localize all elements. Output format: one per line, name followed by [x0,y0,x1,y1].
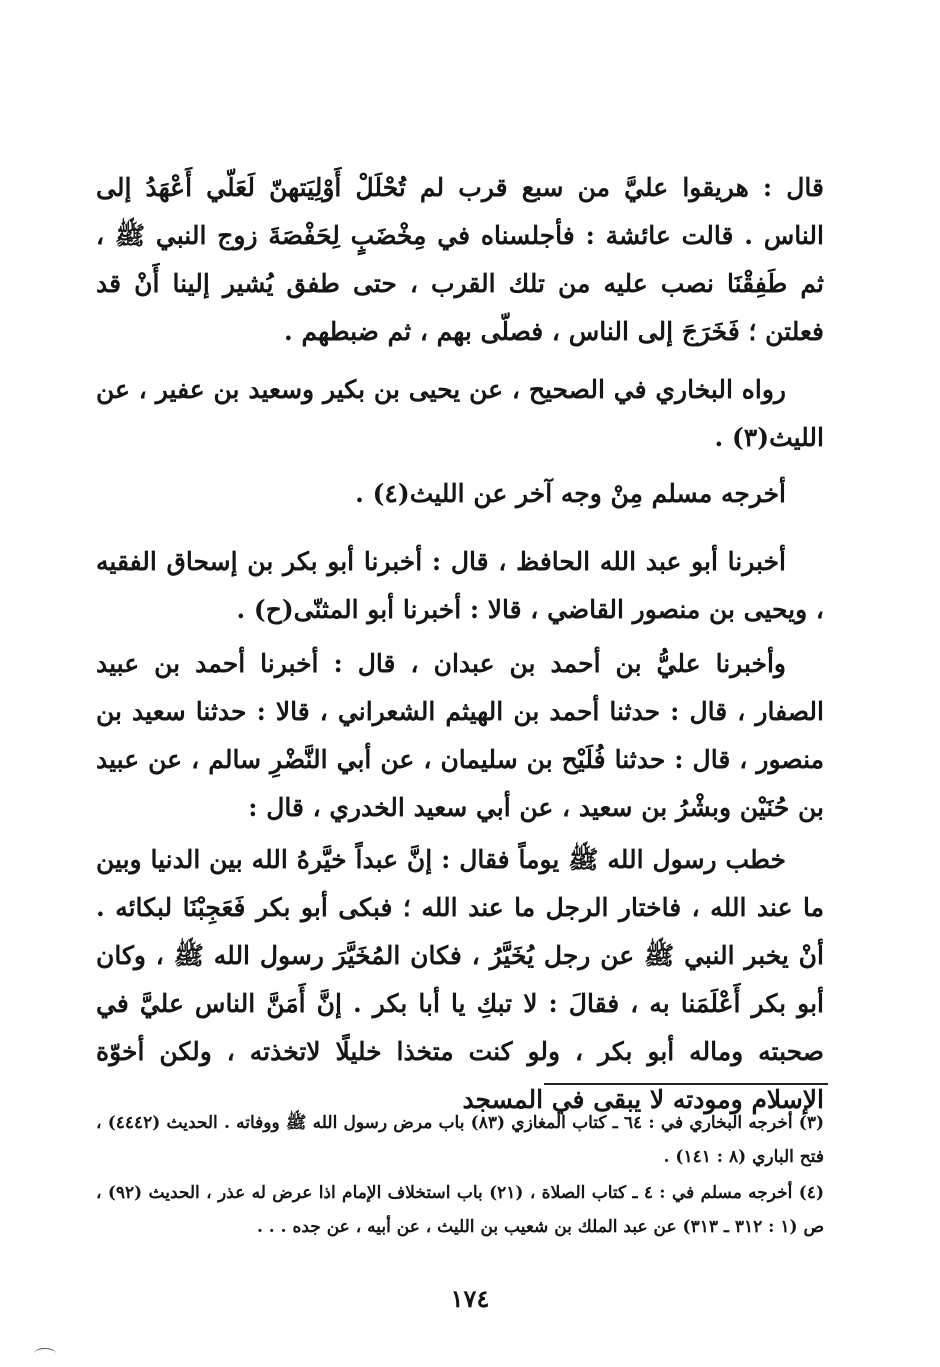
paragraph-text: وأخبرنا عليُّ بن أحمد بن عبدان ، قال : أخبرنا أحمد بن عبيد الصفار ، قال : حدثنا أحمد بن الهيثم الشعراني ، قالا : حدثنا سعيد بن منصور ، قال : حدثنا فُلَيْح بن سليمان ، عن أبي النَّضْرِ سالم ، عن عبيد بن حُنَيْن وبشْرُ بن سعيد ، عن أبي سعيد الخدري ، قال : [96,649,824,822]
paragraph-text: أخرجه مسلم مِنْ وجه آخر عن الليث(٤) . [355,479,786,508]
main-paragraph-3 [96,470,824,518]
footnote-4: (٤) أخرجه مسلم في : ٤ ـ كتاب الصلاة ، (٢١) باب استخلاف الإمام اذا عرض له عذر ، الحديث (٩٢) ، ص (١ : ٣١٢ ـ ٣١٣) عن عبد الملك بن شعيب بن الليث ، عن أبيه ، عن جده . . . [96,1183,824,1237]
paragraph-text: أخبرنا أبو عبد الله الحافظ ، قال : أخبرنا أبو بكر بن إسحاق الفقيه ، ويحيى بن منصور القاضي ، قالا : أخبرنا أبو المثنّى(ح) . [96,547,824,624]
main-paragraph-1 [96,164,824,356]
paragraph-text: رواه البخاري في الصحيح ، عن يحيى بن بكير وسعيد بن عفير ، عن الليث(٣) . [96,375,824,452]
footnote-3: (٣) أخرجه البخاري في : ٦٤ ـ كتاب المغازي (٨٣) باب مرض رسول الله ﷺ ووفاته . الحديث (٤٤٤٢) ، فتح الباري (٨ : ١٤١) . [96,1113,824,1167]
main-paragraph-5 [96,640,824,832]
page-number: ١٧٤ [450,1284,490,1313]
main-paragraph-2 [96,366,824,462]
paragraph-text: قال : هريقوا عليَّ من سبع قرب لم تُحْلَلْ أَوْلِيَتهنّ لَعَلّي أَعْهَدُ إلى الناس . قالت عائشة : فأجلسناه في مِخْضَبٍ لِحَفْصَةَ زوج النبي ﷺ ، ثم طَفِقْنَا نصب عليه من تلك القرب ، حتى طفق يُشير إلينا أَنْ قد فعلتن ؛ فَخَرَجَ إلى الناس ، فصلّى بهم ، ثم ضبطهم . [96,173,824,346]
main-paragraph-4 [96,538,824,634]
scan-corner-mark [34,1348,56,1359]
main-paragraph-6 [96,836,824,1124]
paragraph-text: خطب رسول الله ﷺ يوماً فقال : إنَّ عبداً خيَّرهُ الله بين الدنيا وبين ما عند الله ، فاختار الرجل ما عند الله ؛ فبكى أبو بكر فَعَجِبْنَا لبكائه . أنْ يخبر النبي ﷺ عن رجل يُخَيَّرُ ، فكان المُخَيَّرَ رسول الله ﷺ ، وكان أبو بكر أَعْلَمَنا به ، فقالَ : لا تبكِ يا أبا بكر . إنَّ أَمَنَّ الناس عليَّ في صحبته وماله أبو بكر ، ولو كنت متخذا خليلًا لاتخذته ، ولكن أخوّة الإسلام ومودته لا يبقى في المسجد [96,845,824,1114]
footnotes [96,1106,824,1246]
footnote-separator [544,1083,828,1085]
